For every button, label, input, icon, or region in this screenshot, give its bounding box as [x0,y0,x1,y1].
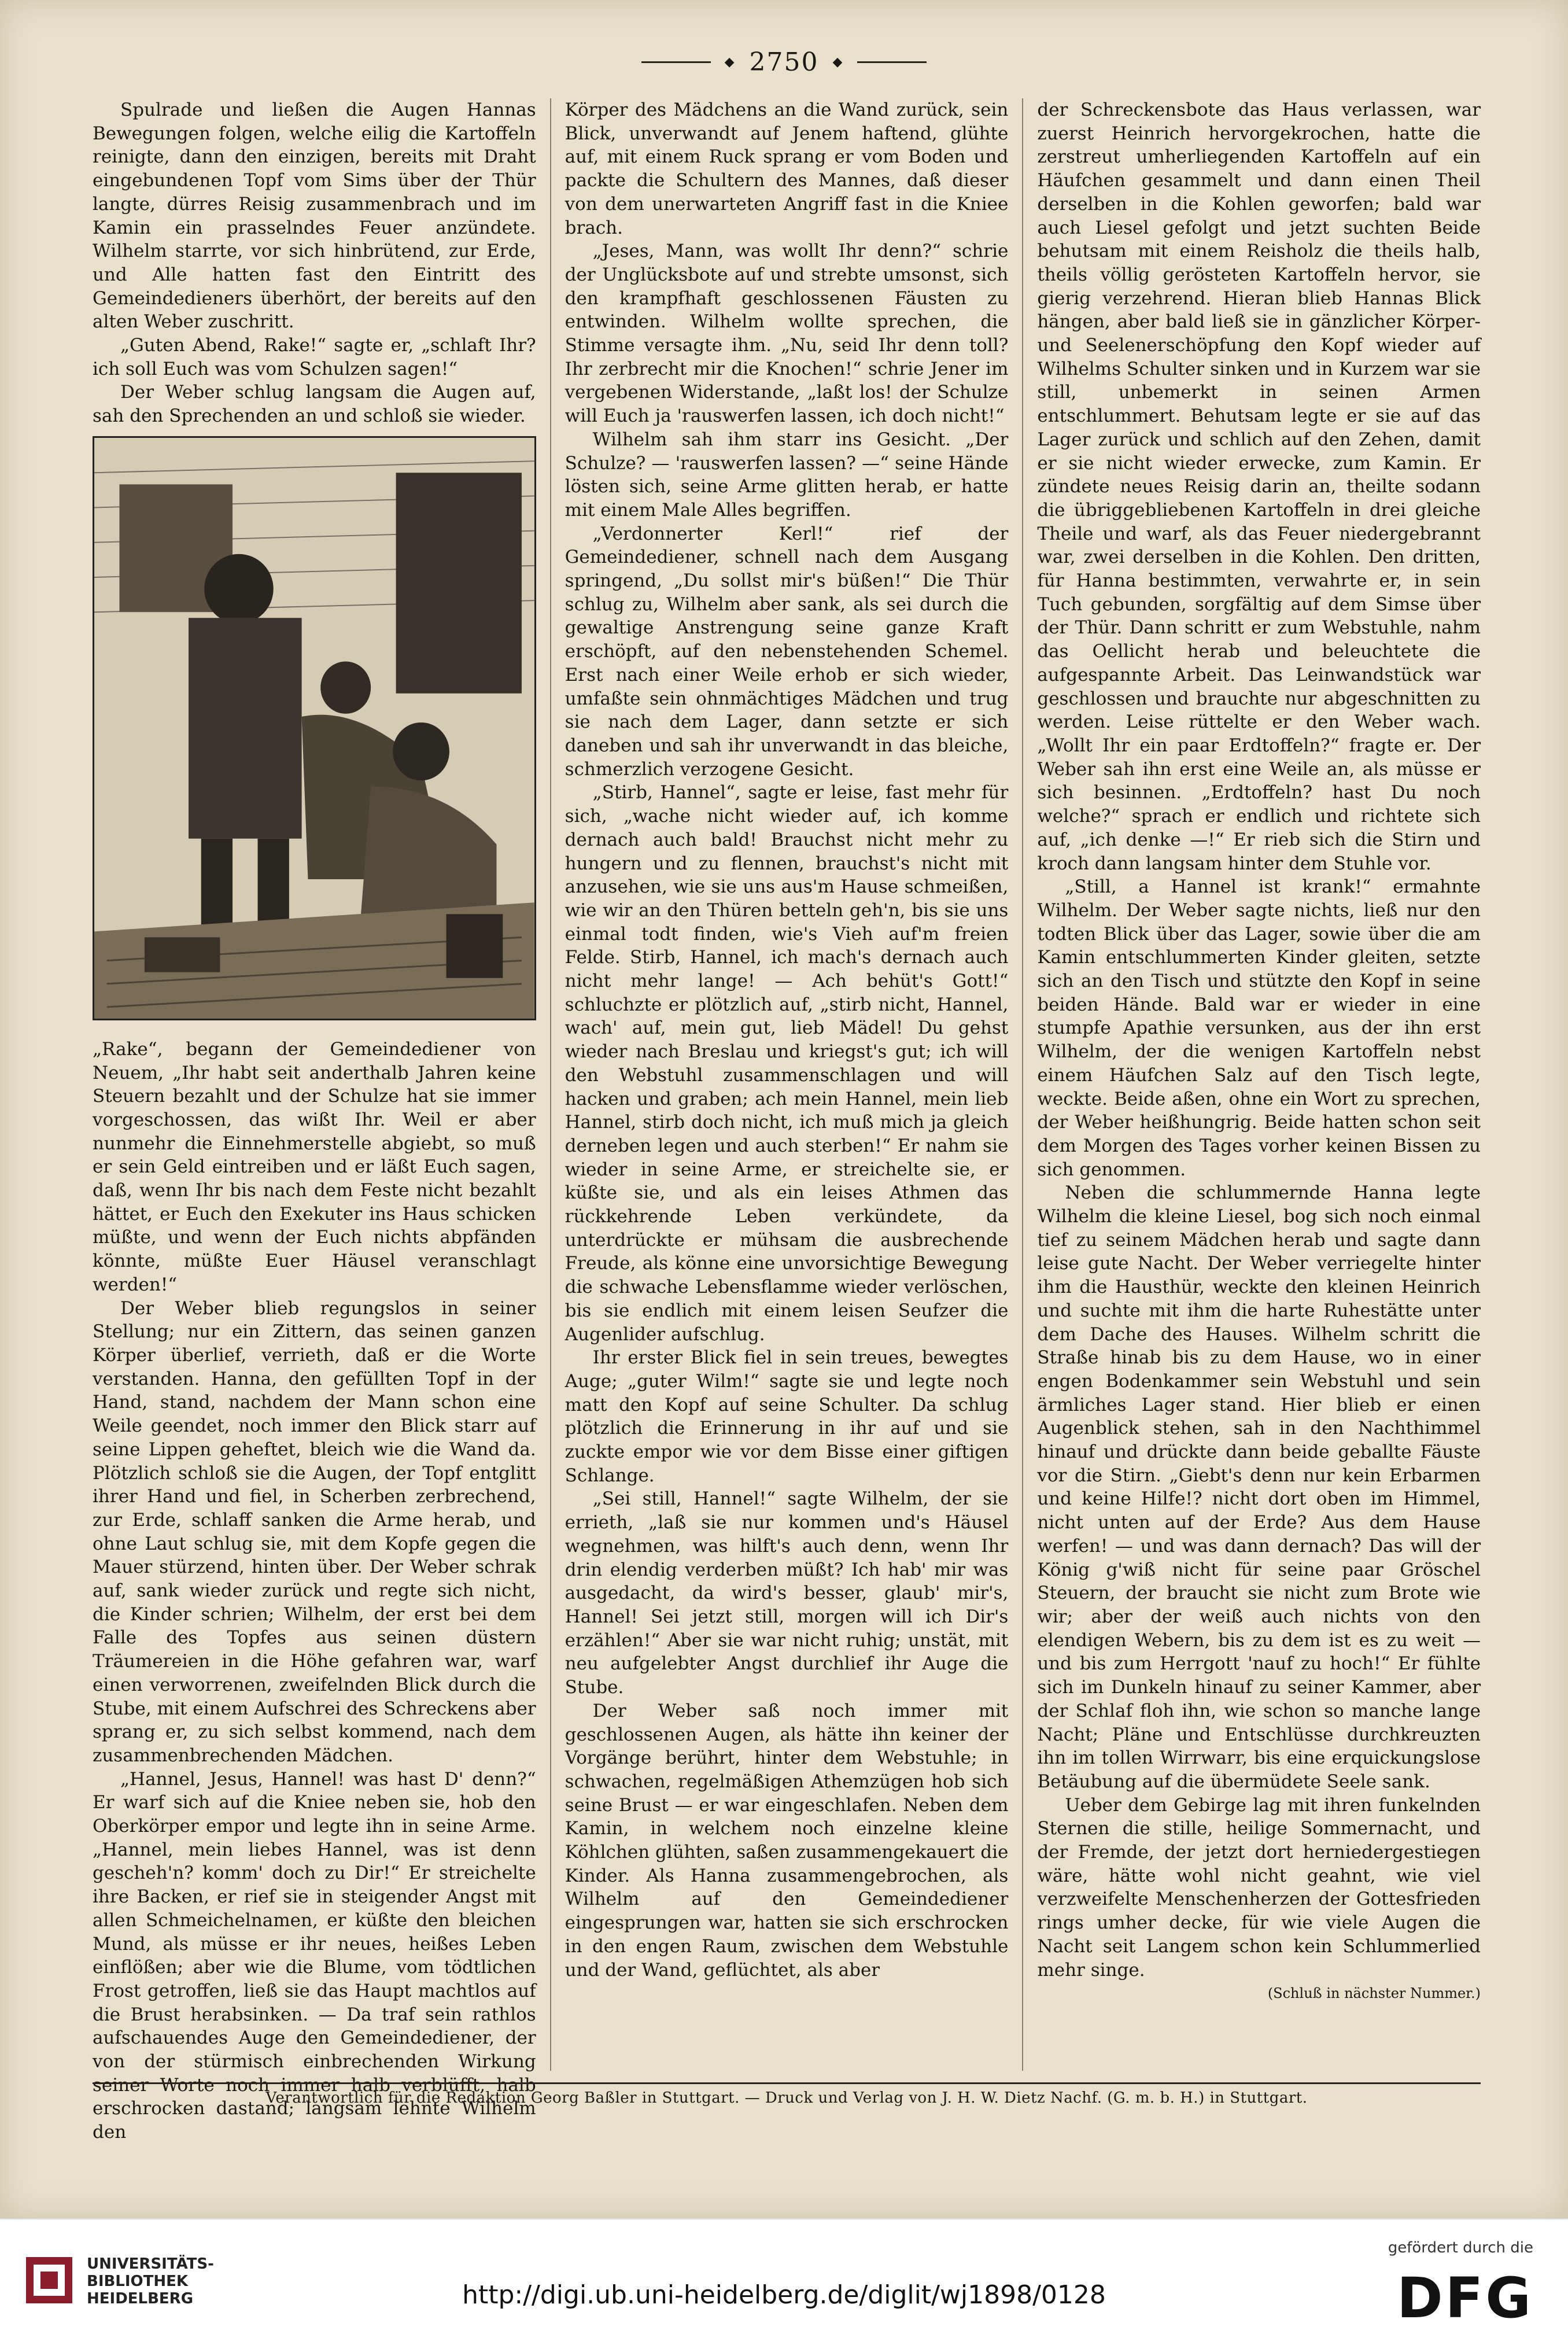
institution-line: HEIDELBERG [87,2290,194,2307]
paragraph: „Verdonnerter Kerl!“ rief der Gemeindediener, schnell nach dem Ausgang springend, „Du sollst mir's büßen!“ Die Thür schlug zu, Wilhelm aber sank, als sei durch die gewaltige Anstrengung seine ganze Kraft erschöpft, auf den nebenstehenden Schemel. Erst nach einer Weile erhob er sich wieder, umfaßte sein ohnmächtiges Mädchen und trug sie nach dem Lager, dann setzte er sich daneben und sah ihr unverwandt in das bleiche, schmerzlich verzogene Gesicht. [565,523,1009,780]
paragraph: Der Weber blieb regungslos in seiner Stellung; nur ein Zittern, das seinen ganzen Körper überlief, verrieth, daß er die Worte verstanden. Hanna, den gefüllten Topf in der Hand, stand, nachdem der Mann schon eine Weile geendet, noch immer den Blick starr auf seine Lippen geheftet, bleich wie die Wand da. Plötzlich schloß sie die Augen, der Topf entglitt ihrer Hand und fiel, in Scherben zerbrechend, zur Erde, schlaff sanken die Arme herab, und ohne Laut schlug sie, mit dem Kopfe gegen die Mauer stürzend, hinten über. Der Weber schrak auf, sank wieder zurück und regte sich nicht, die Kinder schrien; Wilhelm, der erst bei dem Falle des Topfes aus seinen düstern Träumereien in die Höhe gefahren war, warf einen verworrenen, zweifelnden Blick durch die Stube, mit einem Aufschrei des Schreckens aber sprang er, zu sich selbst kommend, nach dem zusammenbrechenden Mädchen. [93,1297,536,1766]
paragraph: Spulrade und ließen die Augen Hannas Bewegungen folgen, welche eilig die Kartoffeln reinigte, dann den einzigen, bereits mit Draht eingebundenen Topf vom Sims über der Thür langte, dürres Reisig zusammenbrach und im Kamin ein prasselndes Feuer anzündete. Wilhelm starrte, vor sich hinbrütend, zur Erde, und Alle hatten fast den Eintritt des Gemeindedieners überhört, der bereits auf den alten Weber zuschritt. [93,99,536,333]
paragraph: Der Weber saß noch immer mit geschlossenen Augen, als hätte ihn keiner der Vorgänge berührt, hinter dem Webstuhle; in schwachen, regelmäßigen Athemzügen hob sich seine Brust — er war eingeschlafen. Neben dem Kamin, in welchem noch einzelne kleine Köhlchen glühten, saßen zusammengekauert die Kinder. Als Hanna zusammengebrochen, als Wilhelm auf den Gemeindediener eingesprungen war, hatten sie sich erschrocken in den engen Raum, zwischen dem Webstuhle und der Wand, geflüchtet, als aber [565,1700,1009,1981]
paragraph: „Stirb, Hannel“, sagte er leise, fast mehr für sich, „wache nicht wieder auf, ich komme dernach auch bald! Brauchst nicht mehr zu hungern und zu flennen, brauchst's nicht mit anzusehen, wie sie uns aus'm Hause schmeißen, wie wir an den Thüren betteln geh'n, bis sie uns einmal todt finden, wie's Vieh auf'm freien Felde. Stirb, Hannel, ich mach's dernach auch nicht mehr lange! — Ach behüt's Gott!“ schluchzte er plötzlich auf, „stirb nicht, Hannel, wach' auf, mein gut, lieb Mädel! Du gehst wieder nach Breslau und kriegst's gut; ich will den Webstuhl zusammenschlagen und will hacken und graben; ach mein Hannel, mein lieb Hannel, stirb doch nicht, ich muß mich ja gleich derneben legen und auch sterben!“ Er nahm sie wieder in seine Arme, er streichelte sie, er küßte sie, und als ein leises Athmen das rückkehrende Leben verkündete, da unterdrückte er mühsam die ausbrechende Freude, als könne eine unvorsichtige Bewegung die schwache Lebensflamme wieder verlöschen, bis sie endlich mit einem leisen Seufzer die Augenlider aufschlug. [565,782,1009,1345]
header-rule-right [857,61,927,63]
continuation-note: (Schluß in nächster Nummer.) [1267,1985,1481,2002]
paragraph: „Guten Abend, Rake!“ sagte er, „schlaft Ihr? ich soll Euch was vom Schulzen sagen!“ [93,335,536,379]
column-right [1037,98,1481,2071]
weaver-illustration [93,436,536,1020]
paragraph: Ihr erster Blick fiel in sein treues, bewegtes Auge; „guter Wilm!“ sagte sie und legte noch matt den Kopf auf seine Schulter. Da schlug plötzlich die Erinnerung in ihr auf und sie zuckte empor wie vor dem Bisse einer giftigen Schlange. [565,1347,1009,1486]
column-left [93,98,536,2143]
institution-line: UNIVERSITÄTS- [87,2255,214,2273]
paragraph: „Rake“, begann der Gemeindediener von Neuem, „Ihr habt seit anderthalb Jahren keine Steuern bezahlt und der Schulze hat sie immer vorgeschossen, das wißt Ihr. Weil er aber nunmehr die Einnehmerstelle abgiebt, so muß er sein Geld eintreiben und er läßt Euch sagen, daß, wenn Ihr bis nach dem Feste nicht bezahlt hättet, er Euch den Exekuter ins Haus schicken müßte, und wenn der Euch nichts abpfänden könnte, müßte Euer Häusel veranschlagt werden!“ [93,1038,536,1295]
paragraph: „Sei still, Hannel!“ sagte Wilhelm, der sie errieth, „laß sie nur kommen und's Häusel wegnehmen, was hilft's auch denn, wenn Ihr drin elendig verderben müßt? Ich hab' mir was ausgedacht, da wird's besser, glaub' mir's, Hannel! Sei jetzt still, morgen will ich Dir's erzählen!“ Aber sie war nicht ruhig; unstät, mit neu aufgelebter Angst durchlief ihr Auge die Stube. [565,1488,1009,1698]
digitization-footer [0,2218,1568,2334]
header-ornament-right: ◆ [832,54,844,69]
funded-by-label: gefördert durch die [1388,2239,1533,2256]
paragraph: „Hannel, Jesus, Hannel! was hast D' denn?“ Er warf sich auf die Kniee neben sie, hob den Oberkörper empor und legte ihn in seine Arme. „Hannel, mein liebes Hannel, was ist denn gescheh'n? komm' doch zu Dir!“ Er streichelte ihre Backen, er rief sie in steigender Angst mit allen Schmeichelnamen, er küßte den bleichen Mund, als müsse er ihr neues, heißes Leben einflößen; aber wie die Blume, vom tödtlichen Frost getroffen, ließ sie das Haupt machtlos auf die Brust herabsinken. — Da traf sein rathlos aufschauendes Auge den Gemeindediener, der von der stürmisch einbrechenden Wirkung seiner Worte noch immer halb verblüfft, halb erschrocken dastand; langsam lehnte Wilhelm den [93,1768,536,2143]
institution-line: BIBLIOTHEK [87,2273,189,2290]
dfg-logo: DFG [1396,2266,1533,2331]
column-right-text [1037,98,1481,1982]
illustration-engraving [94,438,534,1019]
column-left-top-text [93,98,536,428]
paragraph: „Jeses, Mann, was wollt Ihr denn?“ schrie der Unglücksbote auf und strebte umsonst, sich den krampfhaft geschlossenen Fäusten zu entwinden. Wilhelm wollte sprechen, die Stimme versagte ihm. „Nu, seid Ihr denn toll? Ihr zerbrecht mir die Knochen!“ schrie Jener im vergebenen Widerstande, „laßt los! der Schulze will Euch ja 'rauswerfen lassen, ich doch nicht!“ [565,241,1009,427]
paragraph: Neben die schlummernde Hanna legte Wilhelm die kleine Liesel, bog sich noch einmal tief zu seinem Mädchen herab und sagte dann leise gute Nacht. Der Weber verriegelte hinter ihm die Hausthür, weckte den kleinen Heinrich und suchte mit ihm die harte Ruhestätte unter dem Dache des Hauses. Wilhelm schritt die Straße hinab bis zu dem Hause, wo in einer engen Bodenkammer sein Webstuhl und sein ärmliches Lager stand. Hier blieb er einen Augenblick stehen, sah in den Nachthimmel hinauf und drückte dann beide geballte Fäuste vor die Stirn. „Giebt's denn nur kein Erbarmen und keine Hilfe!? nicht dort oben im Himmel, nicht unten auf der Erde? Aus dem Hause werfen! — und was dann dernach? Das will der König g'wiß nicht für seine paar Gröschel Steuern, der braucht sie nicht zum Brote wie wir; aber der weiß auch nichts von den elendigen Webern, bis zu dem ist es zu weit — und bis zum Herrgott 'nauf zu hoch!“ Er fühlte sich im Dunkeln hinauf zu seiner Kammer, aber der Schlaf floh ihn, wie schon so manche lange Nacht; Pläne und Entschlüsse durchkreuzten ihn im tollen Wirrwarr, bis eine erquickungslose Betäubung auf die übermüdete Seele sank. [1037,1182,1481,1792]
column-middle [565,98,1009,2071]
paragraph: der Schreckensbote das Haus verlassen, war zuerst Heinrich hervorgekrochen, hatte die zerstreut umherliegenden Kartoffeln auf ein Häufchen gesammelt und dann einen Theil derselben in die Kohlen geworfen; bald war auch Liesel gefolgt und jetzt suchten Beide behutsam mit einem Reisholz die theils halb, theils völlig gerösteten Kartoffeln hervor, sie gierig verzehrend. Hieran blieb Hannas Blick hängen, aber bald ließ sie in gänzlicher Körper- und Seelenerschöpfung den Kopf wieder auf Wilhelms Schulter sinken und in Kurzem war sie still, unbemerkt in seinen Armen entschlummert. Behutsam legte er sie auf das Lager zurück und schlich auf den Zehen, damit er sie nicht wieder erwecke, zum Kamin. Er zündete neues Reisig darin an, theilte sodann die übriggebliebenen Kartoffeln in drei gleiche Theile und warf, als das Feuer niedergebrannt war, zwei derselben in die Kohlen. Den dritten, für Hanna bestimmten, verwahrte er, in sein Tuch gebunden, sorgfältig auf dem Simse über der Thür. Dann schritt er zum Webstuhle, nahm das Oellicht herab und beleuchtete die aufgespannte Arbeit. Das Leinwandstück war geschlossen und brauchte nur abgeschnitten zu werden. Leise rüttelte er den Weber wach. „Wollt Ihr ein paar Erdtoffeln?“ fragte er. Der Weber sah ihn erst eine Weile an, als müsse er sich besinnen. „Erdtoffeln? hast Du noch welche?“ sprach er endlich und richtete sich auf, „ich denke —!“ Er rieb sich die Stirn und kroch dann langsam hinter dem Stuhle vor. [1037,99,1481,874]
page-header [0,42,1568,82]
paragraph: Wilhelm sah ihm starr ins Gesicht. „Der Schulze? — 'rauswerfen lassen? —“ seine Hände lösten sich, seine Arme glitten herab, er hatte mit einem Male Alles begriffen. [565,429,1009,521]
column-middle-text [565,98,1009,1982]
imprint-line: Verantwortlich für die Redaktion Georg Baßler in Stuttgart. — Druck und Verlag von J. H. W. Dietz Nachf. (G. m. b. H.) in Stuttgart. [265,2089,1308,2107]
header-rule-left [641,61,711,63]
page-number: 2750 [749,47,819,77]
paragraph: Körper des Mädchens an die Wand zurück, sein Blick, unverwandt auf Jenem haftend, glühte auf, mit einem Ruck sprang er vom Boden und packte die Schultern des Mannes, daß dieser von dem unerwarteten Angriff fast in die Kniee brach. [565,99,1009,238]
column-divider [1022,98,1023,2071]
column-left-bottom-text [93,1038,536,2144]
paragraph: „Still, a Hannel ist krank!“ ermahnte Wilhelm. Der Weber sagte nichts, ließ nur den todten Blick über das Lager, sowie über die am Kamin entschlummerten Kinder gleiten, setzte sich an den Tisch und stützte den Kopf in seine beiden Hände. Bald war er wieder in eine stumpfe Apathie versunken, aus der ihn erst Wilhelm, der die wenigen Kartoffeln nebst einem Häufchen Salz auf den Tisch legte, weckte. Beide aßen, ohne ein Wort zu sprechen, der Weber heißhungrig. Beide hatten schon seit dem Morgen des Tages vorher keinen Bissen zu sich genommen. [1037,876,1481,1180]
paragraph: Der Weber schlug langsam die Augen auf, sah den Sprechenden an und schloß sie wieder. [93,382,536,427]
paragraph: Ueber dem Gebirge lag mit ihren funkelnden Sternen die stille, heilige Sommernacht, und der Fremde, der jetzt dort herniedergestiegen wäre, hätte wohl nicht geahnt, wie viel verzweifelte Menschenherzen der Gottesfrieden rings umher decke, für wie viele Augen die Nacht seit Langem schon kein Schlummerlied mehr singe. [1037,1794,1481,1981]
column-divider [550,98,551,2071]
imprint-rule [93,2082,1481,2084]
source-url-link[interactable]: http://digi.ub.uni-heidelberg.de/diglit/wj1898/0128 [462,2280,1106,2310]
header-ornament-left: ◆ [724,54,736,69]
